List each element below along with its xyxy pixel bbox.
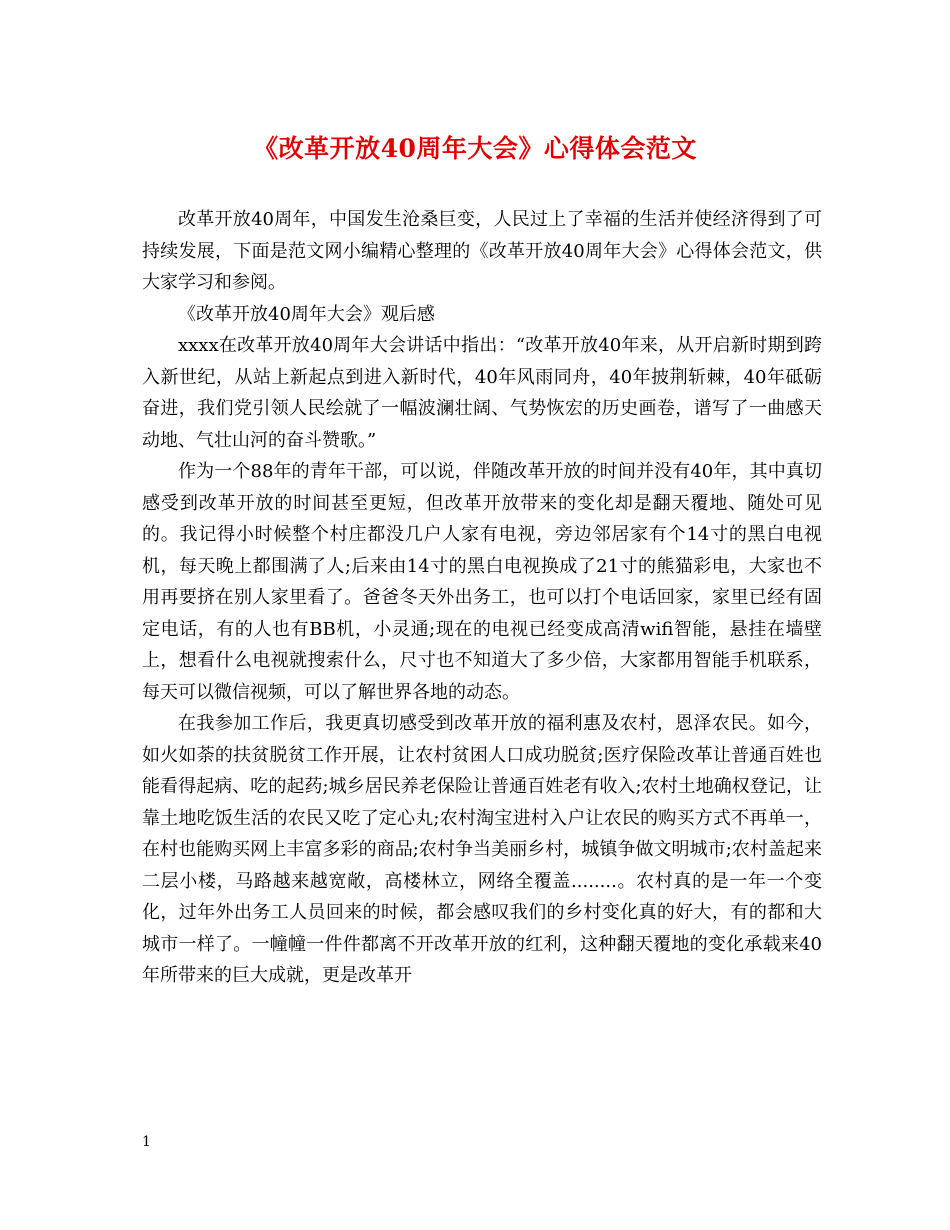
rural-change-paragraph: 在我参加工作后，我更真切感受到改革开放的福利惠及农村，恩泽农民。如今，如火如荼的扶贫脱贫工作开展，让农村贫困人口成功脱贫;医疗保险改革让普通百姓也能看得起病、吃的起药;城乡居民养老保险让普通百姓老有收入;农村土地确权登记，让靠土地吃饭生活的农民又吃了定心丸;农村淘宝进村入户让农民的购买方式不再单一，在村也能购买网上丰富多彩的商品;农村争当美丽乡村，城镇争做文明城市;农村盖起来二层小楼，马路越来越宽敞，高楼林立，网络全覆盖........。农村真的是一年一个变化，过年外出务工人员回来的时候，都会感叹我们的乡村变化真的好大，有的都和大城市一样了。一幢幢一件件都离不开改革开放的红利，这种翻天覆地的变化承载来40年所带来的巨大成就，更是改革开 [142,713,822,986]
page-number: 1 [142,1134,151,1150]
quote-paragraph: xxxx在改革开放40周年大会讲话中指出：“改革开放40年来，从开启新时期到跨入新世纪，从站上新起点到进入新时代，40年风雨同舟，40年披荆斩棘，40年砥砺奋进，我们党引领人民绘就了一幅波澜壮阔、气势恢宏的历史画卷，谱写了一曲感天动地、气壮山河的奋斗赞歌。” [142,335,822,451]
section-heading: 《改革开放40周年大会》观后感 [178,303,435,325]
intro-paragraph: 改革开放40周年，中国发生沧桑巨变，人民过上了幸福的生活并使经济得到了可持续发展，下面是范文网小编精心整理的《改革开放40周年大会》心得体会范文，供大家学习和参阅。 [142,209,822,293]
document-body [142,204,822,992]
personal-experience-paragraph: 作为一个88年的青年干部，可以说，伴随改革开放的时间并没有40年，其中真切感受到改革开放的时间甚至更短，但改革开放带来的变化却是翻天覆地、随处可见的。我记得小时候整个村庄都没几户人家有电视，旁边邻居家有个14寸的黑白电视机，每天晚上都围满了人;后来由14寸的黑白电视换成了21寸的熊猫彩电，大家也不用再要挤在别人家里看了。爸爸冬天外出务工，也可以打个电话回家，家里已经有固定电话，有的人也有BB机，小灵通;现在的电视已经变成高清wifi智能，悬挂在墙壁上，想看什么电视就搜索什么，尺寸也不知道大了多少倍，大家都用智能手机联系，每天可以微信视频，可以了解世界各地的动态。 [142,461,822,703]
document-title: 《改革开放40周年大会》心得体会范文 [253,134,697,163]
